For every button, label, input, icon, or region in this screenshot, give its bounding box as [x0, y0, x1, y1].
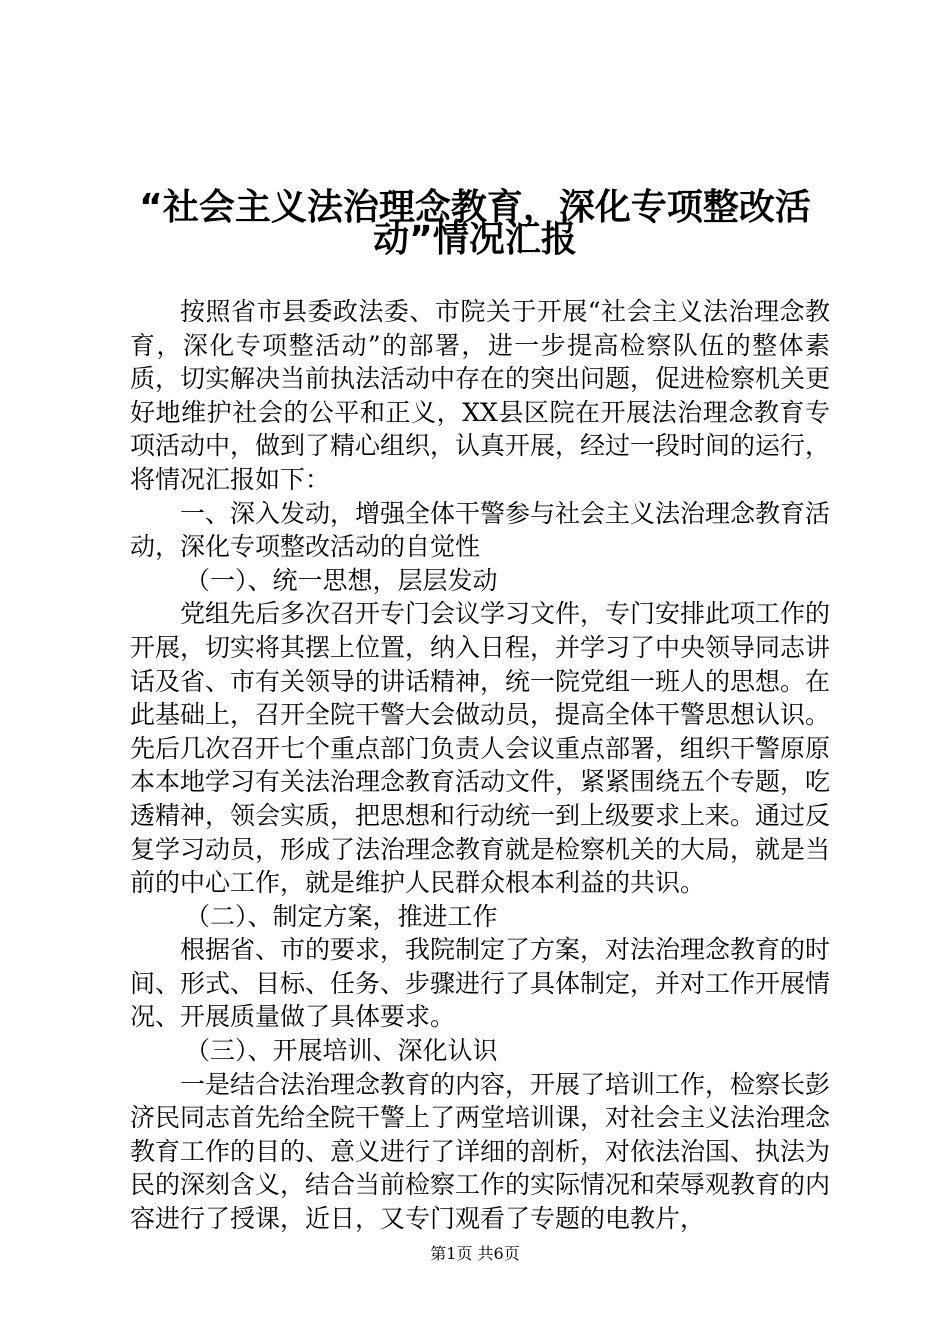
document-title-line-1: “社会主义法治理念教育，深化专项整改活: [139, 187, 811, 228]
page-number-footer: 第1页 共6页: [430, 1244, 520, 1263]
document-body: [130, 295, 830, 1236]
section-heading-1: 一、深入发动，增强全体干警参与社会主义法治理念教育活动，深化专项整改活动的自觉性: [130, 498, 831, 562]
paragraph-subsection-1: 党组先后多次召开专门会议学习文件，专门安排此项工作的开展，切实将其摆上位置，纳入日程，并学习了中央领导同志讲话及省、市有关领导的讲话精神，统一院党组一班人的思想。在此基础上，召开全院干警大会做动员，提高全体干警思想认识。先后几次召开七个重点部门负责人会议重点部署，组织干警原原本本地学习有关法治理念教育活动文件，紧紧围绕五个专题，吃透精神，领会实质，把思想和行动统一到上级要求上来。通过反复学习动员，形成了法治理念教育就是检察机关的大局，就是当前的中心工作，就是维护人民群众根本利益的共识。: [130, 599, 831, 898]
paragraph-subsection-2: 根据省、市的要求，我院制定了方案，对法治理念教育的时间、形式、目标、任务、步骤进行了具体制定，并对工作开展情况、开展质量做了具体要求。: [130, 935, 831, 1032]
subsection-heading-1: （一）、统一思想，层层发动: [185, 565, 498, 595]
subsection-heading-3: （三）、开展培训、深化认识: [185, 1036, 498, 1066]
document-title-line-2: 动”情况汇报: [373, 219, 577, 260]
paragraph-intro: 按照省市县委政法委、市院关于开展“社会主义法治理念教育，深化专项整活动”的部署，进一步提高检察队伍的整体素质，切实解决当前执法活动中存在的突出问题，促进检察机关更好地维护社会的公平和正义，XX县区院在开展法治理念教育专项活动中，做到了精心组织，认真开展，经过一段时间的运行，将情况汇报如下：: [130, 297, 831, 494]
subsection-heading-2: （二）、制定方案，推进工作: [185, 901, 498, 931]
paragraph-subsection-3: 一是结合法治理念教育的内容，开展了培训工作，检察长彭济民同志首先给全院干警上了两堂培训课，对社会主义法治理念教育工作的目的、意义进行了详细的剖析，对依法治国、执法为民的深刻含义，结合当前检察工作的实际情况和荣辱观教育的内容进行了授课，近日，又专门观看了专题的电教片，: [130, 1069, 831, 1234]
